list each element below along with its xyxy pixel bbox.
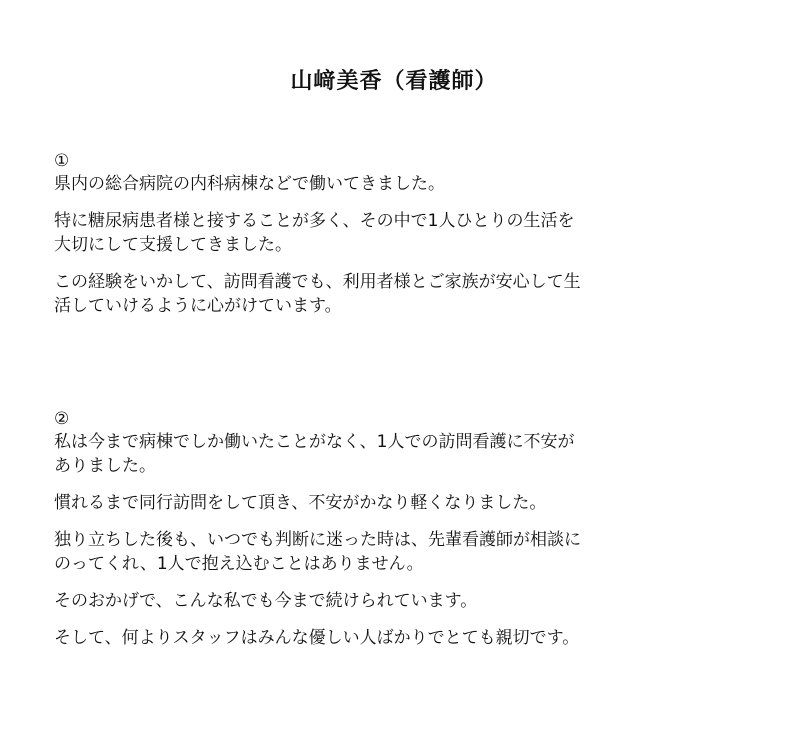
- section-marker: ①: [54, 151, 70, 171]
- paragraph: 独り立ちした後も、いつでも判断に迷った時は、先輩看護師が相談に のってくれ、1人で抱え込むことはありません。: [54, 530, 581, 574]
- paragraph: 慣れるまで同行訪問をして頂き、不安がかなり軽くなりました。: [54, 493, 547, 513]
- section-marker: ②: [54, 409, 70, 429]
- paragraph: そのおかげで、こんな私でも今まで続けられています。: [54, 591, 478, 611]
- paragraph: 特に糖尿病患者様と接することが多く、その中で1人ひとりの生活を 大切にして支援してきました。: [54, 211, 575, 255]
- section-1: [54, 150, 734, 331]
- paragraph: 私は今まで病棟でしか働いたことがなく、1人での訪問看護に不安が ありました。: [54, 432, 575, 476]
- page-title: 山﨑美香（看護師）: [290, 69, 498, 94]
- paragraph: そして、何よりスタッフはみんな優しい人ばかりでとても親切です。: [54, 628, 580, 648]
- paragraph: この経験をいかして、訪問看護でも、利用者様とご家族が安心して生 活していけるように心がけています。: [54, 272, 581, 316]
- paragraph: 県内の総合病院の内科病棟などで働いてきました。: [54, 174, 445, 194]
- section-2: [54, 408, 734, 663]
